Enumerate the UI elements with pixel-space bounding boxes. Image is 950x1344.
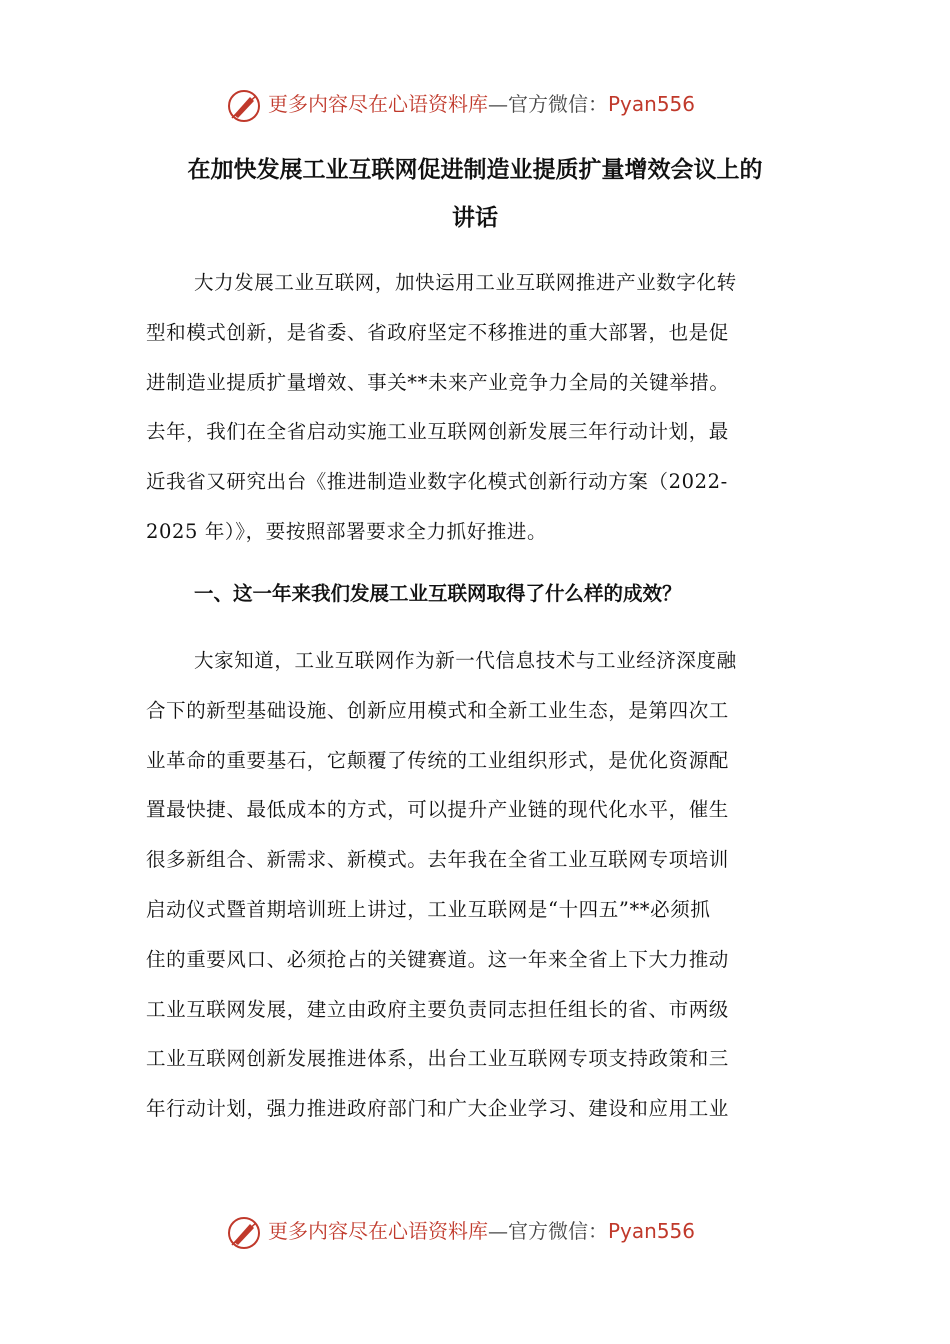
paragraph-line: 启动仪式暨首期培训班上讲过，工业互联网是“十四五”**必须抓: [146, 897, 711, 921]
paragraph-line: 工业互联网创新发展推进体系，出台工业互联网专项支持政策和三: [146, 1047, 729, 1071]
paragraph-line: 大力发展工业互联网，加快运用工业互联网推进产业数字化转: [194, 271, 737, 294]
document-title: [150, 146, 800, 242]
watermark-wechat-id: Pyan556: [608, 1219, 696, 1243]
watermark-dash: —: [488, 92, 508, 116]
watermark-site: 更多内容尽在心语资料库: [268, 1219, 488, 1243]
title-line-1: 在加快发展工业互联网促进制造业提质扩量增效会议上的: [187, 156, 763, 183]
paragraph-line: 2025 年）》，要按照部署要求全力抓好推进。: [146, 519, 548, 543]
section-heading: 一、这一年来我们发展工业互联网取得了什么样的成效？: [194, 582, 682, 605]
paragraph-line: 很多新组合、新需求、新模式。去年我在全省工业互联网专项培训: [146, 848, 729, 872]
paragraph-body: [146, 636, 798, 1134]
paragraph-line: 近我省又研究出台《推进制造业数字化模式创新行动方案（2022-: [146, 470, 728, 494]
paragraph-line: 业革命的重要基石，它颠覆了传统的工业组织形式，是优化资源配: [146, 748, 729, 772]
paragraph-line: 置最快捷、最低成本的方式，可以提升产业链的现代化水平，催生: [146, 798, 729, 822]
paragraph-line: 大家知道，工业互联网作为新一代信息技术与工业经济深度融: [194, 649, 737, 672]
paragraph-line: 去年，我们在全省启动实施工业互联网创新发展三年行动计划，最: [146, 420, 729, 444]
header-watermark-banner: [0, 84, 950, 124]
title-line-2: 讲话: [452, 204, 498, 231]
paragraph-line: 住的重要风口、必须抢占的关键赛道。这一年来全省上下大力推动: [146, 947, 729, 971]
watermark-text: [268, 1219, 695, 1243]
paragraph-line: 型和模式创新，是省委、省政府坚定不移推进的重大部署，也是促: [146, 320, 729, 344]
watermark-dash: —: [488, 1219, 508, 1243]
paragraph-line: 合下的新型基础设施、创新应用模式和全新工业生态，是第四次工: [146, 698, 729, 722]
pen-logo-icon: [226, 88, 262, 124]
paragraph-line: 年行动计划，强力推进政府部门和广大企业学习、建设和应用工业: [146, 1097, 729, 1121]
watermark-wechat-id: Pyan556: [608, 92, 696, 116]
watermark-text: [268, 92, 695, 116]
watermark-label: 官方微信：: [508, 1219, 608, 1243]
paragraph-intro: [146, 258, 798, 557]
watermark-site: 更多内容尽在心语资料库: [268, 92, 488, 116]
paragraph-line: 进制造业提质扩量增效、事关**未来产业竞争力全局的关键举措。: [146, 370, 730, 394]
footer-watermark-banner: [0, 1211, 950, 1251]
pen-logo-icon: [226, 1215, 262, 1251]
paragraph-line: 工业互联网发展，建立由政府主要负责同志担任组长的省、市两级: [146, 997, 729, 1021]
watermark-label: 官方微信：: [508, 92, 608, 116]
